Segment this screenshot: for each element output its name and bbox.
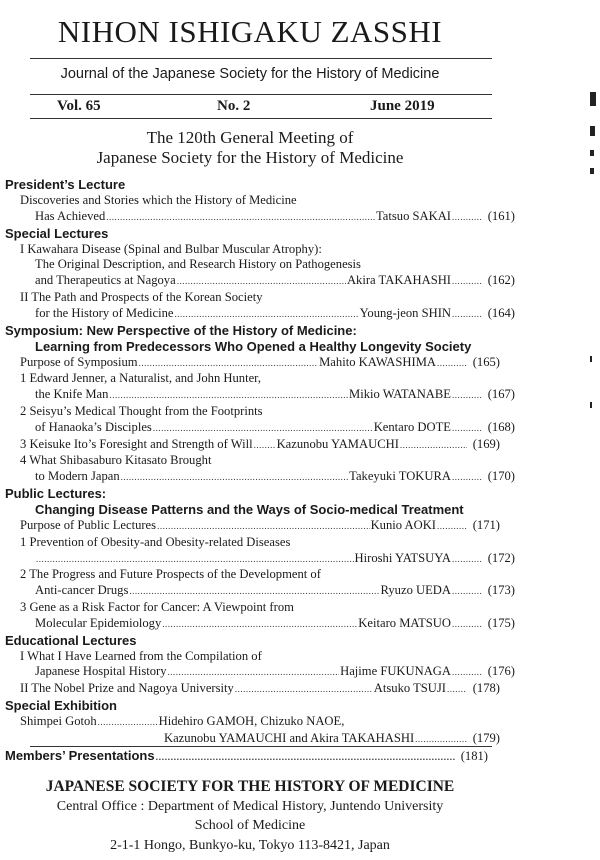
toc-entry-page: (164) xyxy=(487,305,515,320)
office-address: School of Medicine xyxy=(194,818,306,833)
toc-entry-page: (172) xyxy=(487,550,515,565)
dot-leader xyxy=(452,470,482,486)
toc-entry-title: The Original Description, and Research History on Pathogenesis xyxy=(35,257,361,272)
toc-entry-title: and Therapeutics at Nagoya xyxy=(35,273,176,288)
section-heading-presidents-lecture: President’s Lecture xyxy=(5,177,126,192)
toc-entry-title: 1 Prevention of Obesity-and Obesity-related Diseases xyxy=(20,534,291,549)
toc-entry-title: Purpose of Symposium xyxy=(20,354,138,369)
issue-date: June 2019 xyxy=(370,98,435,114)
dot-leader xyxy=(400,438,467,454)
toc-entry-page: (173) xyxy=(487,583,515,598)
journal-title: NIHON ISHIGAKU ZASSHI xyxy=(57,14,443,49)
dot-leader xyxy=(109,388,348,404)
dot-leader xyxy=(437,519,467,535)
dot-leader xyxy=(153,421,373,437)
dot-leader xyxy=(139,356,319,372)
dot-leader xyxy=(162,617,357,633)
dot-leader xyxy=(437,356,467,372)
title-rule xyxy=(30,58,492,59)
toc-entry xyxy=(35,273,515,290)
dot-leader xyxy=(452,274,482,290)
issue-volume: Vol. 65 xyxy=(57,98,101,114)
toc-entry-title: 4 What Shibasaburo Kitasato Brought xyxy=(20,453,212,468)
toc-entry-page: (178) xyxy=(472,681,500,696)
dot-leader xyxy=(452,307,482,323)
dot-leader xyxy=(452,665,482,681)
toc-entry-title: Purpose of Public Lectures xyxy=(20,517,157,532)
toc-entry-title: 3 Gene as a Risk Factor for Cancer: A Viewpoint from xyxy=(20,599,294,614)
toc-entry xyxy=(35,664,515,681)
table-of-contents xyxy=(0,177,515,765)
section-heading-public-lectures: Public Lectures: xyxy=(5,485,107,501)
toc-entry xyxy=(20,681,500,698)
toc-entry xyxy=(35,551,515,568)
toc-entry xyxy=(35,616,515,633)
toc-entry-author: Kazunobu YAMAUCHI and Akira TAKAHASHI xyxy=(164,730,415,745)
toc-entry-title: of Hanaoka’s Disciples xyxy=(35,419,152,434)
toc-entry-title: Molecular Epidemiology xyxy=(35,615,162,630)
toc-entry-author: Ryuzo UEDA xyxy=(380,583,451,598)
toc-entry xyxy=(20,437,500,454)
toc-entry-title: I What I Have Learned from the Compilation of xyxy=(20,648,262,663)
toc-entry-author: Hiroshi YATSUYA xyxy=(354,550,451,565)
meeting-title-line: Japanese Society for the History of Medicine xyxy=(96,148,404,167)
section-heading-special-lectures: Special Lectures xyxy=(5,225,109,241)
dot-leader xyxy=(254,438,276,454)
toc-entry-title: 2 The Progress and Future Prospects of the Development of xyxy=(20,567,321,582)
toc-entry-author: Hidehiro GAMOH, Chizuko NAOE, xyxy=(158,713,345,728)
toc-entry-page: (169) xyxy=(472,436,500,451)
toc-entry-author: Kentaro DOTE xyxy=(373,419,451,434)
section-heading-symposium-subtitle: Learning from Predecessors Who Opened a Healthy Longevity Society xyxy=(35,338,472,354)
toc-entry-title: Anti-cancer Drugs xyxy=(35,583,129,598)
toc-entry-page: (161) xyxy=(487,208,515,223)
section-heading-symposium: Symposium: New Perspective of the History of Medicine: xyxy=(5,322,357,338)
issue-bottom-rule xyxy=(30,118,492,119)
toc-entry-page: (171) xyxy=(472,517,500,532)
toc-entry-title: 3 Keisuke Ito’s Foresight and Strength of Will xyxy=(20,436,253,451)
toc-entry-author: Kazunobu YAMAUCHI xyxy=(276,436,399,451)
toc-entry-page: (175) xyxy=(487,615,515,630)
dot-leader xyxy=(452,388,482,404)
toc-entry xyxy=(35,209,515,226)
toc-entry-title: Has Achieved xyxy=(35,208,106,223)
society-name: JAPANESE SOCIETY FOR THE HISTORY OF MEDICINE xyxy=(45,778,455,795)
dot-leader xyxy=(235,682,373,698)
dot-leader xyxy=(452,421,482,437)
section-heading-members-presentations: Members’ Presentations xyxy=(5,747,155,763)
toc-entry-title: the Knife Man xyxy=(35,387,109,402)
dot-leader xyxy=(121,470,349,486)
section-heading-public-lectures-subtitle: Changing Disease Patterns and the Ways of Socio-medical Treatment xyxy=(35,501,464,517)
toc-entry xyxy=(35,469,515,486)
section-heading-special-exhibition: Special Exhibition xyxy=(5,697,117,713)
toc-entry-page: (162) xyxy=(487,273,515,288)
dot-leader xyxy=(452,552,482,568)
toc-entry-author: Hajime FUKUNAGA xyxy=(340,664,451,679)
meeting-title xyxy=(0,128,500,168)
toc-entry-author: Mikio WATANABE xyxy=(349,387,451,402)
toc-entry xyxy=(35,306,515,323)
office-address: Central Office : Department of Medical History, Juntendo University xyxy=(56,799,444,814)
toc-entry-author: Tatsuo SAKAI xyxy=(375,208,451,223)
dot-leader xyxy=(98,715,158,731)
toc-entry xyxy=(35,583,515,600)
issue-number: No. 2 xyxy=(217,98,251,114)
toc-entry xyxy=(35,420,515,437)
toc-entry-author: Young-jeon SHIN xyxy=(359,305,451,320)
toc-entry-author: Kunio AOKI xyxy=(370,517,436,532)
toc-entry-author: Takeyuki TOKURA xyxy=(349,469,451,484)
toc-entry-page: (168) xyxy=(487,419,515,434)
toc-entry-title: II The Path and Prospects of the Korean Society xyxy=(20,289,263,304)
toc-entry xyxy=(35,387,515,404)
office-address: 2-1-1 Hongo, Bunkyo-ku, Tokyo 113-8421, Japan xyxy=(110,838,390,853)
dot-leader xyxy=(452,617,482,633)
dot-leader xyxy=(36,552,354,568)
section-heading-educational-lectures: Educational Lectures xyxy=(5,632,137,648)
toc-entry-page: (181) xyxy=(460,748,488,763)
toc-entry-title: for the History of Medicine xyxy=(35,305,174,320)
toc-entry-title: II The Nobel Prize and Nagoya University xyxy=(20,681,234,696)
dot-leader xyxy=(177,274,346,290)
toc-entry-title: I Kawahara Disease (Spinal and Bulbar Muscular Atrophy): xyxy=(20,241,322,256)
toc-entry-page: (176) xyxy=(487,664,515,679)
toc-entry xyxy=(20,714,500,731)
toc-entry-author: Mahito KAWASHIMA xyxy=(319,354,436,369)
toc-entry-title: Japanese Hospital History xyxy=(35,664,167,679)
dot-leader xyxy=(157,519,370,535)
meeting-title-line: The 120th General Meeting of xyxy=(146,128,354,147)
toc-entry-title: 1 Edward Jenner, a Naturalist, and John Hunter, xyxy=(20,371,262,386)
dot-leader xyxy=(156,750,455,766)
toc-entry-author: Atsuko TSUJI xyxy=(373,681,446,696)
toc-entry xyxy=(20,355,500,372)
toc-entry xyxy=(20,518,500,535)
toc-entry-title: 2 Seisyu’s Medical Thought from the Footprints xyxy=(20,403,263,418)
dot-leader xyxy=(129,584,379,600)
dot-leader xyxy=(447,682,467,698)
dot-leader xyxy=(452,210,482,226)
dot-leader xyxy=(168,665,340,681)
toc-entry-title: Discoveries and Stories which the History of Medicine xyxy=(20,193,297,207)
toc-entry xyxy=(164,731,500,748)
toc-entry-page: (165) xyxy=(472,354,500,369)
dot-leader xyxy=(452,584,482,600)
toc-entry-title: to Modern Japan xyxy=(35,469,120,484)
footer-rule xyxy=(30,746,492,747)
issue-top-rule xyxy=(30,94,492,95)
toc-entry-page: (167) xyxy=(487,387,515,402)
toc-entry-page: (170) xyxy=(487,469,515,484)
toc-entry xyxy=(5,748,488,766)
toc-entry-author: Akira TAKAHASHI xyxy=(346,273,451,288)
journal-subtitle: Journal of the Japanese Society for the History of Medicine xyxy=(60,66,440,82)
toc-entry-title: Shimpei Gotoh xyxy=(20,713,97,728)
dot-leader xyxy=(175,307,359,323)
toc-entry-author: Keitaro MATSUO xyxy=(358,615,451,630)
toc-entry-page: (179) xyxy=(472,730,500,745)
dot-leader xyxy=(106,210,375,226)
